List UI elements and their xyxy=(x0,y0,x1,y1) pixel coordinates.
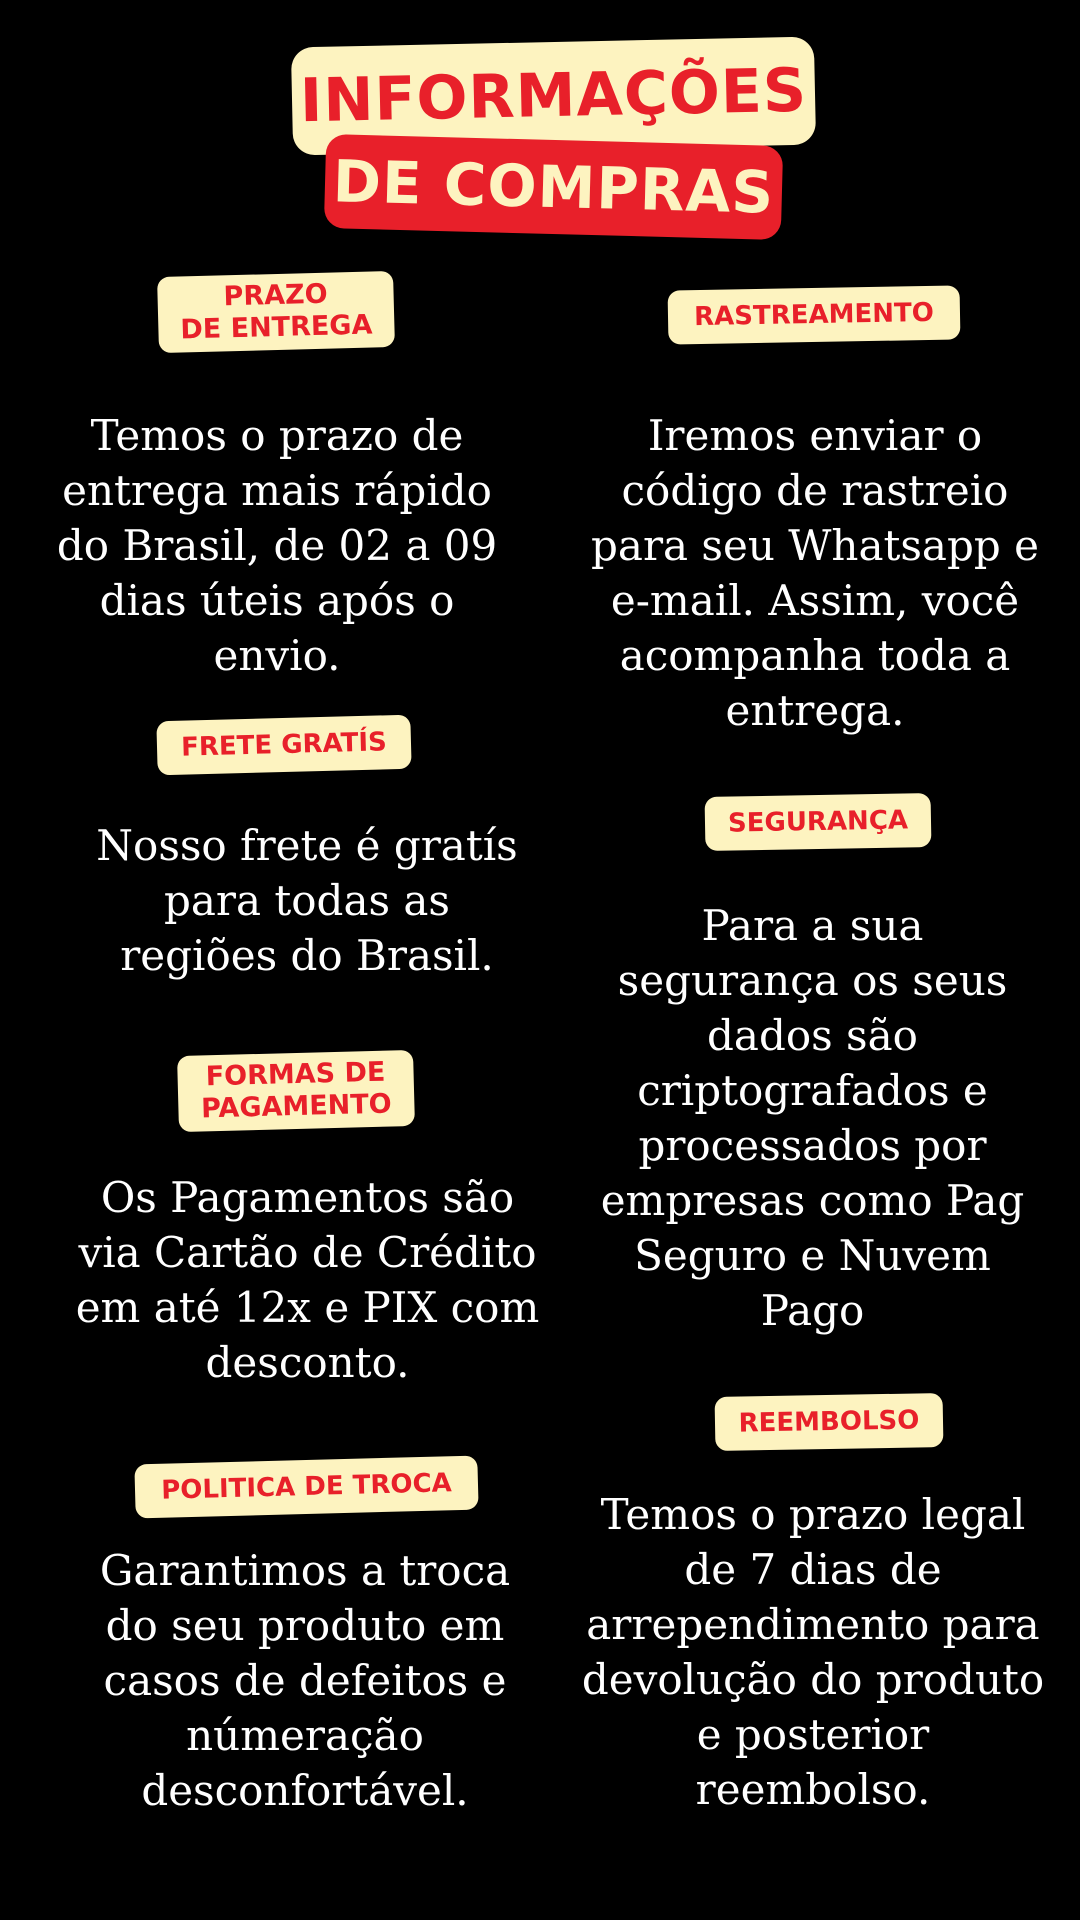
text-politica-de-troca: Garantimos a troca do seu produto em casos de defeitos e númeração desconfortável. xyxy=(99,1546,511,1815)
text-seguranca: Para a sua segurança os seus dados são criptografados e processados por empresas como Pag Seguro e Nuvem Pago xyxy=(600,901,1025,1335)
badge-politica-de-troca: POLITICA DE TROCA xyxy=(134,1456,478,1519)
badge-pagamento-line1: FORMAS DE xyxy=(205,1056,386,1093)
badge-prazo-de-entrega xyxy=(157,271,395,353)
badge-prazo-line1: PRAZO xyxy=(223,278,328,313)
text-frete-gratis: Nosso frete é gratís para todas as regiões do Brasil. xyxy=(96,821,518,980)
page-title-line1: INFORMAÇÕES xyxy=(291,37,816,156)
text-prazo-de-entrega: Temos o prazo de entrega mais rápido do Brasil, de 02 a 09 dias úteis após o envio. xyxy=(56,411,498,680)
text-reembolso: Temos o prazo legal de 7 dias de arrependimento para devolução do produto e posterior reembolso. xyxy=(581,1490,1045,1814)
badge-pagamento-line2: PAGAMENTO xyxy=(200,1088,393,1125)
badge-reembolso: REEMBOLSO xyxy=(715,1393,944,1451)
badge-seguranca: SEGURANÇA xyxy=(705,793,932,851)
text-rastreamento: Iremos enviar o código de rastreio para seu Whatsapp e e-mail. Assim, você acompanha toda a entrega. xyxy=(591,411,1039,735)
badge-frete-gratis: FRETE GRATÍS xyxy=(156,715,411,776)
page-title-line2: DE COMPRAS xyxy=(324,134,783,240)
badge-prazo-line2: DE ENTREGA xyxy=(180,309,373,346)
badge-formas-de-pagamento xyxy=(177,1050,415,1132)
text-formas-de-pagamento: Os Pagamentos são via Cartão de Crédito em até 12x e PIX com desconto. xyxy=(75,1173,540,1387)
badge-rastreamento: RASTREAMENTO xyxy=(668,285,961,344)
